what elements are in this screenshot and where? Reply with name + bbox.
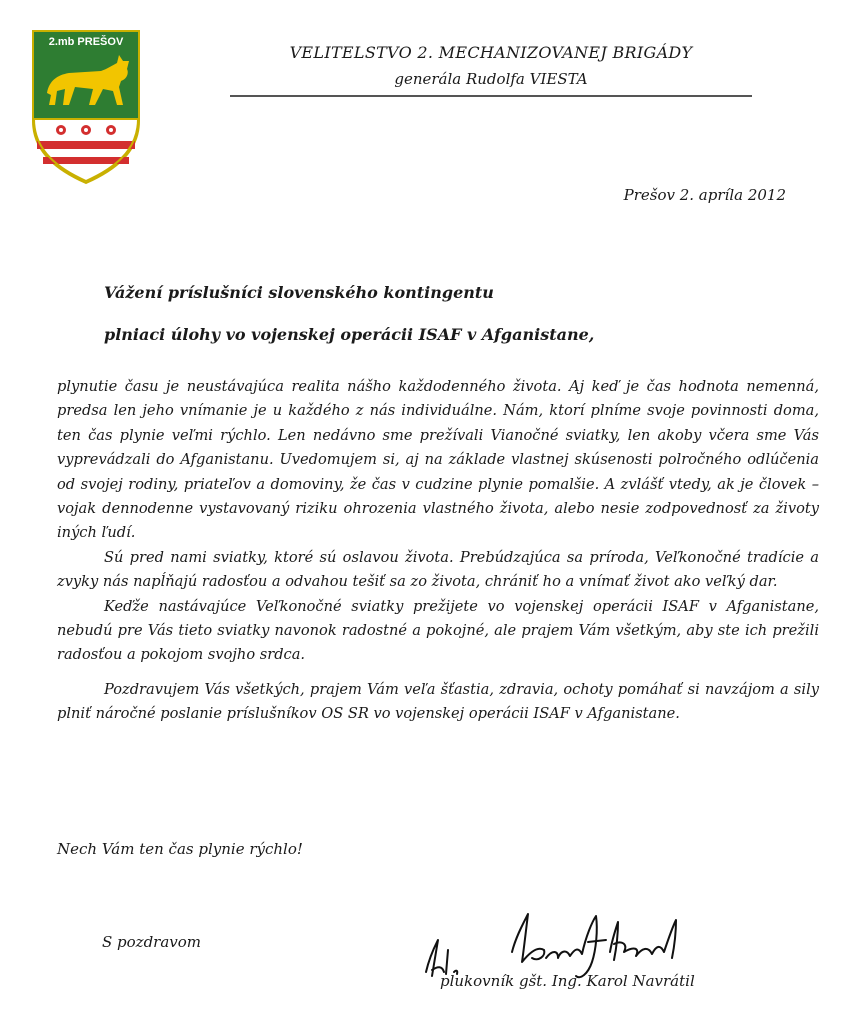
letter-body	[57, 375, 819, 727]
signer-name-title: plukovník gšt. Ing. Karol Navrátil	[440, 972, 695, 990]
body-paragraph-2: Sú pred nami sviatky, ktoré sú oslavou života. Prebúdzajúca sa príroda, Veľkonočné tradície a zvyky nás napĺňajú radosťou a odvahou tešiť sa zo života, chrániť ho a vnímať život ako veľký dar.	[57, 548, 819, 591]
emblem-label: 2.mb PREŠOV	[48, 36, 124, 48]
salutation-line-2: plniaci úlohy vo vojenskej operácii ISAF v Afganistane,	[104, 325, 595, 344]
brigade-emblem-logo	[31, 29, 141, 185]
letterhead-subtitle: generála Rudolfa VIESTA	[394, 70, 588, 88]
body-paragraph-4: Pozdravujem Vás všetkých, prajem Vám veľa šťastia, zdravia, ochoty pomáhať si navzájom a sily plniť náročné poslanie príslušníkov OS SR vo vojenskej operácii ISAF v Afganistane.	[57, 680, 819, 723]
letterhead-title: VELITELSTVO 2. MECHANIZOVANEJ BRIGÁDY	[289, 43, 693, 62]
salutation-line-1: Vážení príslušníci slovenského kontingentu	[104, 283, 494, 302]
header-divider	[230, 95, 752, 97]
letter-date: Prešov 2. apríla 2012	[623, 186, 786, 204]
closing-wish: Nech Vám ten čas plynie rýchlo!	[57, 840, 303, 858]
body-paragraph-3: Keďže nastávajúce Veľkonočné sviatky prežijete vo vojenskej operácii ISAF v Afganistane, nebudú pre Vás tieto sviatky navonok radostné a pokojné, ale prajem Vám všetkým, aby ste ich prežili radosťou a pokojom svojho srdca.	[57, 597, 819, 664]
body-paragraph-1: plynutie času je neustávajúca realita nášho každodenného života. Aj keď je čas hodnota nemenná, predsa len jeho vnímanie je u každého z nás individuálne. Nám, ktorí plníme svoje povinnosti doma, ten čas plynie veľmi rýchlo. Len nedávno sme prežívali Vianočné sviatky, len akoby včera sme Vás vyprevádzali do Afganistanu. Uvedomujem si, aj na základe vlastnej skúsenosti polročného odlúčenia od svojej rodiny, priateľov a domoviny, že čas v cudzine plynie pomalšie. A zvlášť vtedy, ak je človek – vojak dennodenne vystavovaný riziku ohrozenia vlastného života, alebo nesie zodpovednosť za životy iných ľudí.	[57, 378, 819, 542]
regards: S pozdravom	[102, 933, 202, 951]
